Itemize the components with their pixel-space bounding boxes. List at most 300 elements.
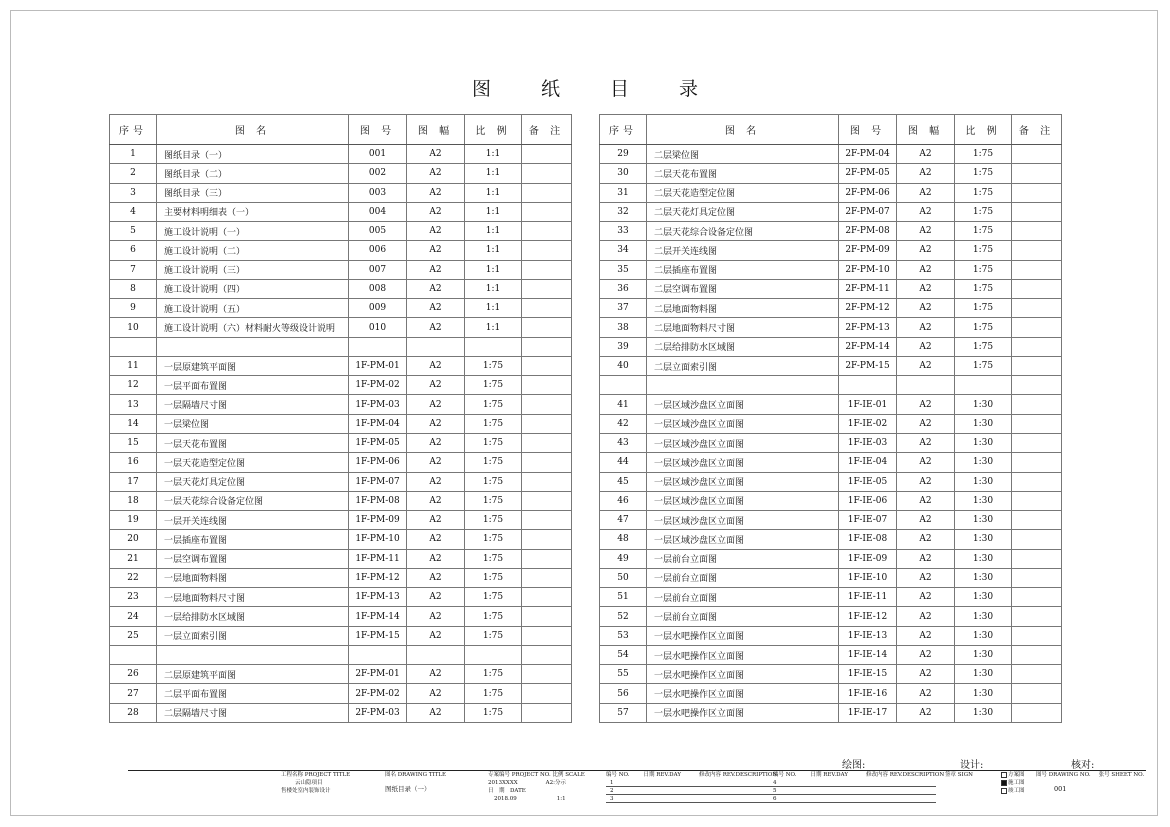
- row-remark: [1012, 414, 1062, 433]
- row-index: 19: [110, 511, 157, 530]
- table-header: [600, 115, 1062, 145]
- row-remark: [522, 433, 572, 452]
- row-remark: [522, 645, 572, 664]
- row-drawing-number: 1F-PM-01: [349, 356, 407, 375]
- sign-label: 签章 SIGN: [945, 772, 973, 778]
- table-row: [110, 376, 572, 395]
- row-remark: [1012, 491, 1062, 510]
- row-remark: [522, 279, 572, 298]
- row-sheet-size: A2: [407, 183, 465, 202]
- row-sheet-size: A2: [407, 376, 465, 395]
- row-index: [110, 645, 157, 664]
- row-remark: [1012, 395, 1062, 414]
- row-sheet-size: A2: [897, 703, 955, 722]
- row-remark: [522, 414, 572, 433]
- row-index: 28: [110, 703, 157, 722]
- row-drawing-name: 一层原建筑平面图: [157, 356, 349, 375]
- row-sheet-size: A2: [897, 607, 955, 626]
- row-remark: [1012, 145, 1062, 164]
- row-drawing-number: 2F-PM-08: [839, 222, 897, 241]
- row-drawing-number: 1F-PM-10: [349, 530, 407, 549]
- row-drawing-number: 2F-PM-09: [839, 241, 897, 260]
- header-remark: 备 注: [522, 115, 572, 145]
- title-block-project: 工程名称 PROJECT TITLE 云山隐项目 售楼处室内装饰设计: [281, 772, 351, 794]
- row-scale: 1:75: [955, 164, 1012, 183]
- row-drawing-number: 1F-IE-01: [839, 395, 897, 414]
- checked-box-icon: [1001, 780, 1007, 786]
- row-drawing-name: 施工设计说明（五）: [157, 299, 349, 318]
- row-drawing-name: 一层水吧操作区立面图: [647, 703, 839, 722]
- row-drawing-number: 2F-PM-03: [349, 703, 407, 722]
- row-index: 47: [600, 511, 647, 530]
- row-sheet-size: A2: [897, 472, 955, 491]
- row-sheet-size: [897, 376, 955, 395]
- table-row: [110, 164, 572, 183]
- row-sheet-size: A2: [407, 164, 465, 183]
- row-index: 48: [600, 530, 647, 549]
- row-sheet-size: A2: [407, 549, 465, 568]
- row-index: 12: [110, 376, 157, 395]
- table-row: [600, 511, 1062, 530]
- row-index: 34: [600, 241, 647, 260]
- row-index: 13: [110, 395, 157, 414]
- row-index: 29: [600, 145, 647, 164]
- row-sheet-size: A2: [407, 202, 465, 221]
- row-drawing-name: 一层水吧操作区立面图: [647, 645, 839, 664]
- row-index: 1: [110, 145, 157, 164]
- row-index: 52: [600, 607, 647, 626]
- table-row: [110, 491, 572, 510]
- row-scale: 1:1: [465, 260, 522, 279]
- row-sheet-size: A2: [407, 279, 465, 298]
- row-drawing-name: 一层区域沙盘区立面图: [647, 453, 839, 472]
- revision-rule: [606, 802, 936, 803]
- table-row: [600, 665, 1062, 684]
- row-index: 31: [600, 183, 647, 202]
- spacer-row: [110, 337, 572, 356]
- table-row: [110, 472, 572, 491]
- row-sheet-size: A2: [407, 433, 465, 452]
- row-drawing-name: 一层给排防水区域图: [157, 607, 349, 626]
- title-block-project-no: 专案编号 PROJECT NO. 比例 SCALE 2013XXXX A2:分示 日 期 DATE 2018.09 1:1: [488, 772, 585, 802]
- row-drawing-name: 施工设计说明（一）: [157, 222, 349, 241]
- row-sheet-size: A2: [407, 665, 465, 684]
- row-drawing-name: [157, 645, 349, 664]
- row-index: 15: [110, 433, 157, 452]
- table-row: [110, 665, 572, 684]
- row-drawing-number: 005: [349, 222, 407, 241]
- row-drawing-name: 施工设计说明（三）: [157, 260, 349, 279]
- stage-checkboxes: 方案图 施工图 竣工图: [1001, 771, 1025, 795]
- row-scale: 1:75: [955, 183, 1012, 202]
- row-drawing-number: 2F-PM-06: [839, 183, 897, 202]
- row-index: 44: [600, 453, 647, 472]
- table-row: [110, 222, 572, 241]
- row-sheet-size: A2: [897, 279, 955, 298]
- row-drawing-name: 二层梁位图: [647, 145, 839, 164]
- table-row: [600, 145, 1062, 164]
- row-scale: 1:1: [465, 164, 522, 183]
- row-index: 25: [110, 626, 157, 645]
- row-remark: [522, 183, 572, 202]
- row-drawing-number: [349, 337, 407, 356]
- table-row: [600, 183, 1062, 202]
- row-drawing-number: 1F-PM-12: [349, 568, 407, 587]
- row-remark: [522, 222, 572, 241]
- row-scale: 1:75: [955, 222, 1012, 241]
- row-scale: 1:1: [465, 183, 522, 202]
- row-scale: 1:75: [465, 453, 522, 472]
- revision-table-right: 编号 NO. 日期 REV.DAY 修改内容 REV.DESCRIPTION 4 5 6: [773, 772, 945, 802]
- row-remark: [1012, 376, 1062, 395]
- row-scale: 1:75: [955, 260, 1012, 279]
- row-scale: 1:30: [955, 511, 1012, 530]
- row-drawing-number: 1F-PM-03: [349, 395, 407, 414]
- row-drawing-number: 1F-IE-10: [839, 568, 897, 587]
- row-index: 40: [600, 356, 647, 375]
- row-drawing-name: 一层平面布置图: [157, 376, 349, 395]
- row-drawing-name: 二层给排防水区域图: [647, 337, 839, 356]
- header-number: 图 号: [349, 115, 407, 145]
- row-index: 6: [110, 241, 157, 260]
- row-scale: 1:30: [955, 453, 1012, 472]
- row-remark: [1012, 279, 1062, 298]
- table-row: [600, 626, 1062, 645]
- drawing-number-block: 图号 DRAWING NO. 张号 SHEET NO. 001: [1036, 772, 1145, 793]
- row-index: 9: [110, 299, 157, 318]
- row-remark: [522, 626, 572, 645]
- row-drawing-name: 一层立面索引图: [157, 626, 349, 645]
- row-drawing-number: 2F-PM-12: [839, 299, 897, 318]
- row-scale: 1:1: [465, 279, 522, 298]
- row-drawing-name: 一层地面物料尺寸图: [157, 588, 349, 607]
- drawn-by-label: 绘图:: [842, 760, 866, 771]
- table-row: [110, 395, 572, 414]
- row-drawing-number: 2F-PM-10: [839, 260, 897, 279]
- row-sheet-size: A2: [897, 241, 955, 260]
- row-drawing-name: 一层开关连线图: [157, 511, 349, 530]
- row-index: 21: [110, 549, 157, 568]
- row-index: 55: [600, 665, 647, 684]
- row-scale: 1:75: [465, 568, 522, 587]
- table-row: [110, 453, 572, 472]
- row-index: 49: [600, 549, 647, 568]
- table-row: [600, 433, 1062, 452]
- row-drawing-name: 二层地面物料尺寸图: [647, 318, 839, 337]
- row-sheet-size: A2: [897, 337, 955, 356]
- row-remark: [522, 453, 572, 472]
- row-index: 37: [600, 299, 647, 318]
- row-drawing-name: 二层地面物料图: [647, 299, 839, 318]
- table-row: [110, 626, 572, 645]
- row-drawing-name: 图纸目录（二）: [157, 164, 349, 183]
- row-remark: [522, 260, 572, 279]
- row-scale: 1:30: [955, 607, 1012, 626]
- row-sheet-size: A2: [897, 568, 955, 587]
- row-scale: 1:75: [955, 299, 1012, 318]
- row-remark: [522, 337, 572, 356]
- row-index: 5: [110, 222, 157, 241]
- table-row: [600, 414, 1062, 433]
- row-drawing-name: 二层隔墙尺寸图: [157, 703, 349, 722]
- row-sheet-size: A2: [407, 222, 465, 241]
- row-remark: [1012, 433, 1062, 452]
- row-drawing-name: 二层空调布置图: [647, 279, 839, 298]
- header-name: 图 名: [157, 115, 349, 145]
- table-row: [110, 703, 572, 722]
- row-scale: 1:30: [955, 703, 1012, 722]
- row-remark: [1012, 222, 1062, 241]
- row-drawing-number: 1F-PM-06: [349, 453, 407, 472]
- row-remark: [522, 588, 572, 607]
- row-sheet-size: A2: [407, 491, 465, 510]
- row-sheet-size: A2: [407, 145, 465, 164]
- row-index: 17: [110, 472, 157, 491]
- table-row: [600, 645, 1062, 664]
- row-drawing-name: 一层前台立面图: [647, 607, 839, 626]
- row-scale: 1:30: [955, 665, 1012, 684]
- row-remark: [1012, 549, 1062, 568]
- row-remark: [522, 145, 572, 164]
- row-sheet-size: A2: [897, 260, 955, 279]
- row-index: 24: [110, 607, 157, 626]
- row-sheet-size: A2: [407, 568, 465, 587]
- row-drawing-number: 1F-IE-08: [839, 530, 897, 549]
- row-index: 8: [110, 279, 157, 298]
- row-index: 41: [600, 395, 647, 414]
- row-drawing-name: 一层区域沙盘区立面图: [647, 530, 839, 549]
- row-sheet-size: A2: [897, 665, 955, 684]
- row-sheet-size: A2: [897, 433, 955, 452]
- row-index: 32: [600, 202, 647, 221]
- row-drawing-name: 一层区域沙盘区立面图: [647, 395, 839, 414]
- row-drawing-name: 一层天花综合设备定位图: [157, 491, 349, 510]
- row-remark: [1012, 318, 1062, 337]
- table-row: [110, 241, 572, 260]
- table-row: [600, 472, 1062, 491]
- row-index: 33: [600, 222, 647, 241]
- row-scale: 1:30: [955, 549, 1012, 568]
- row-scale: 1:75: [465, 511, 522, 530]
- row-index: 46: [600, 491, 647, 510]
- row-drawing-number: 1F-PM-02: [349, 376, 407, 395]
- table-row: [110, 549, 572, 568]
- row-scale: 1:30: [955, 433, 1012, 452]
- row-drawing-name: 二层平面布置图: [157, 684, 349, 703]
- row-scale: [955, 376, 1012, 395]
- row-index: 45: [600, 472, 647, 491]
- row-scale: 1:75: [955, 202, 1012, 221]
- row-scale: 1:75: [465, 549, 522, 568]
- row-remark: [522, 164, 572, 183]
- row-index: 53: [600, 626, 647, 645]
- row-index: 11: [110, 356, 157, 375]
- row-drawing-name: 一层空调布置图: [157, 549, 349, 568]
- table-row: [600, 202, 1062, 221]
- row-remark: [522, 549, 572, 568]
- row-sheet-size: A2: [897, 511, 955, 530]
- row-sheet-size: A2: [897, 588, 955, 607]
- row-sheet-size: A2: [407, 472, 465, 491]
- checker-label: 核对:: [1071, 760, 1095, 771]
- row-sheet-size: A2: [407, 414, 465, 433]
- table-row: [110, 511, 572, 530]
- table-row: [600, 241, 1062, 260]
- table-header: [110, 115, 572, 145]
- row-index: 51: [600, 588, 647, 607]
- row-sheet-size: A2: [407, 453, 465, 472]
- row-scale: 1:75: [465, 607, 522, 626]
- checkbox-icon: [1001, 772, 1007, 778]
- row-index: 36: [600, 279, 647, 298]
- row-index: 38: [600, 318, 647, 337]
- row-sheet-size: A2: [897, 684, 955, 703]
- row-drawing-name: 二层天花布置图: [647, 164, 839, 183]
- row-remark: [1012, 356, 1062, 375]
- row-index: 2: [110, 164, 157, 183]
- row-drawing-number: 2F-PM-04: [839, 145, 897, 164]
- row-scale: 1:75: [465, 433, 522, 452]
- row-sheet-size: A2: [407, 299, 465, 318]
- row-drawing-name: 一层梁位图: [157, 414, 349, 433]
- row-drawing-number: 1F-PM-07: [349, 472, 407, 491]
- row-drawing-name: 图纸目录（三）: [157, 183, 349, 202]
- drawing-list-left: [109, 114, 572, 723]
- row-index: 23: [110, 588, 157, 607]
- row-remark: [1012, 183, 1062, 202]
- row-scale: 1:75: [465, 530, 522, 549]
- header-size: 图 幅: [897, 115, 955, 145]
- row-index: 30: [600, 164, 647, 183]
- row-remark: [522, 665, 572, 684]
- row-drawing-name: 一层区域沙盘区立面图: [647, 511, 839, 530]
- row-drawing-name: 一层天花布置图: [157, 433, 349, 452]
- table-row: [110, 318, 572, 337]
- row-drawing-number: 008: [349, 279, 407, 298]
- table-row: [110, 299, 572, 318]
- row-index: [600, 376, 647, 395]
- row-drawing-number: 009: [349, 299, 407, 318]
- row-remark: [1012, 530, 1062, 549]
- table-row: [600, 164, 1062, 183]
- header-scale: 比 例: [955, 115, 1012, 145]
- row-sheet-size: A2: [407, 530, 465, 549]
- row-drawing-number: 1F-PM-15: [349, 626, 407, 645]
- table-row: [110, 530, 572, 549]
- row-index: 16: [110, 453, 157, 472]
- row-scale: 1:30: [955, 530, 1012, 549]
- row-remark: [522, 395, 572, 414]
- table-row: [600, 318, 1062, 337]
- row-index: 20: [110, 530, 157, 549]
- spacer-row: [110, 645, 572, 664]
- row-drawing-number: 2F-PM-01: [349, 665, 407, 684]
- row-sheet-size: A2: [897, 356, 955, 375]
- row-sheet-size: A2: [897, 530, 955, 549]
- row-index: 22: [110, 568, 157, 587]
- row-sheet-size: [407, 337, 465, 356]
- row-scale: 1:75: [465, 414, 522, 433]
- checkbox-icon: [1001, 788, 1007, 794]
- designer-label: 设计:: [960, 760, 984, 771]
- row-drawing-number: 2F-PM-15: [839, 356, 897, 375]
- row-remark: [522, 299, 572, 318]
- row-scale: 1:75: [465, 684, 522, 703]
- row-remark: [1012, 626, 1062, 645]
- row-sheet-size: A2: [407, 684, 465, 703]
- row-drawing-number: 1F-IE-04: [839, 453, 897, 472]
- row-scale: 1:75: [955, 337, 1012, 356]
- row-remark: [1012, 645, 1062, 664]
- row-index: 7: [110, 260, 157, 279]
- row-remark: [1012, 703, 1062, 722]
- table-row: [600, 337, 1062, 356]
- row-drawing-number: 1F-IE-11: [839, 588, 897, 607]
- row-remark: [522, 356, 572, 375]
- row-sheet-size: A2: [897, 626, 955, 645]
- row-drawing-name: 主要材料明细表（一）: [157, 202, 349, 221]
- row-remark: [522, 472, 572, 491]
- table-row: [600, 530, 1062, 549]
- row-index: 43: [600, 433, 647, 452]
- row-drawing-name: 一层前台立面图: [647, 568, 839, 587]
- row-drawing-name: 一层前台立面图: [647, 588, 839, 607]
- row-index: 39: [600, 337, 647, 356]
- row-scale: 1:30: [955, 568, 1012, 587]
- row-drawing-number: 1F-IE-09: [839, 549, 897, 568]
- row-drawing-name: 施工设计说明（六）材料耐火等级设计说明: [157, 318, 349, 337]
- row-scale: 1:30: [955, 626, 1012, 645]
- row-drawing-name: 一层区域沙盘区立面图: [647, 472, 839, 491]
- row-drawing-number: 2F-PM-14: [839, 337, 897, 356]
- row-drawing-name: 二层天花综合设备定位图: [647, 222, 839, 241]
- row-drawing-name: 一层区域沙盘区立面图: [647, 433, 839, 452]
- table-row: [110, 279, 572, 298]
- row-sheet-size: A2: [897, 183, 955, 202]
- row-remark: [1012, 588, 1062, 607]
- row-drawing-name: 一层区域沙盘区立面图: [647, 414, 839, 433]
- row-scale: 1:75: [465, 395, 522, 414]
- row-drawing-number: 1F-PM-05: [349, 433, 407, 452]
- row-remark: [522, 684, 572, 703]
- row-scale: 1:30: [955, 395, 1012, 414]
- row-drawing-number: 003: [349, 183, 407, 202]
- row-scale: 1:1: [465, 222, 522, 241]
- row-sheet-size: A2: [897, 549, 955, 568]
- row-drawing-name: 二层天花造型定位图: [647, 183, 839, 202]
- row-scale: 1:30: [955, 472, 1012, 491]
- row-index: 18: [110, 491, 157, 510]
- row-scale: [465, 645, 522, 664]
- row-scale: 1:30: [955, 588, 1012, 607]
- row-scale: 1:75: [955, 279, 1012, 298]
- row-drawing-name: 一层天花灯具定位图: [157, 472, 349, 491]
- row-scale: 1:75: [465, 376, 522, 395]
- row-drawing-number: 1F-IE-13: [839, 626, 897, 645]
- table-row: [110, 145, 572, 164]
- row-drawing-number: 2F-PM-07: [839, 202, 897, 221]
- row-remark: [1012, 241, 1062, 260]
- row-sheet-size: A2: [407, 626, 465, 645]
- header-size: 图 幅: [407, 115, 465, 145]
- drawing-list-right: [599, 114, 1062, 723]
- row-drawing-number: 010: [349, 318, 407, 337]
- row-drawing-number: 2F-PM-02: [349, 684, 407, 703]
- row-drawing-name: 一层插座布置图: [157, 530, 349, 549]
- table-row: [110, 588, 572, 607]
- row-remark: [1012, 299, 1062, 318]
- row-remark: [522, 703, 572, 722]
